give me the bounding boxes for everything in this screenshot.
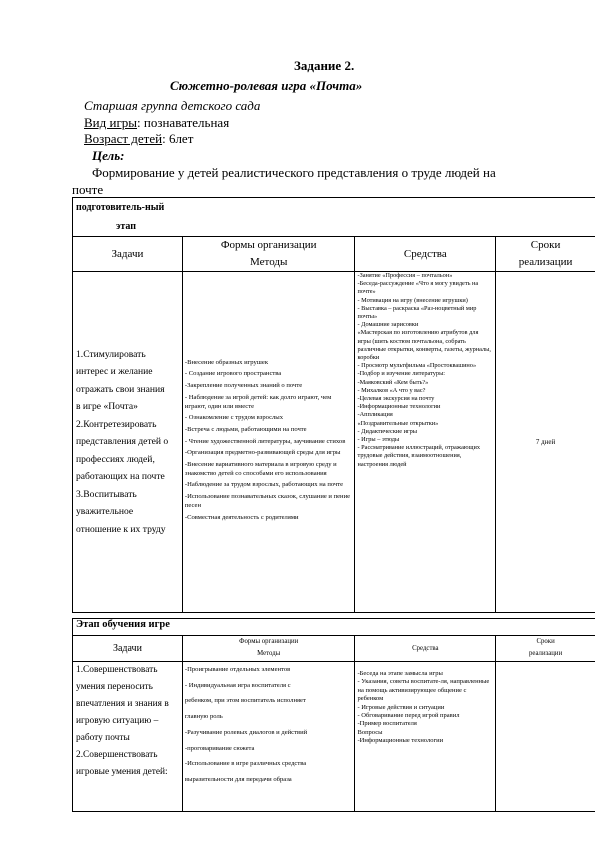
task-title: Задание 2.	[294, 58, 355, 73]
stage1-form-item: -Внесение вариативного материала в игровую среду и знакомство детей со способами его использования	[184, 461, 337, 477]
stage2-table	[72, 618, 595, 812]
stage2-task-line: умения переносить	[76, 682, 153, 692]
group-line: Старшая группа детского сада	[84, 98, 261, 113]
stage1-form-item: - Чтение художественной литературы, заучивание стихов	[184, 437, 346, 445]
stage1-head-tasks: Задачи	[73, 237, 183, 272]
stage2-head-forms: Формы организации Методы	[182, 636, 355, 662]
stage1-title-cell	[73, 198, 595, 237]
stage1-task-line: 1.Стимулировать	[76, 348, 146, 360]
stage2-head-tasks: Задачи	[73, 636, 183, 662]
stage2-form-item: -Проигрывание отдельных элементов	[184, 666, 291, 673]
stage2-forms-cell	[182, 662, 355, 812]
stage1-means-item: -Занятие «Профессия – почтальон»	[357, 272, 453, 279]
stage1-task-line: уважительное	[76, 506, 134, 518]
stage1-means-cell	[355, 272, 496, 613]
stage1-form-item: -Внесение образных игрушек	[184, 358, 269, 366]
stage1-form-item: -Встреча с людьми, работающими на почте	[184, 425, 307, 433]
stage1-form-item: -Наблюдение за трудом взрослых, работающих на почте	[184, 481, 344, 489]
stage2-means-item: -Пример воспитателя	[357, 720, 417, 728]
stage1-means-item: -Маяковский «Кем быть?»	[357, 378, 429, 386]
stage1-forms-cell	[182, 272, 355, 613]
stage1-form-item: - Наблюдение за игрой детей: как долго играют, чем играют, один или вместе	[184, 393, 332, 410]
stage1-task-line: интерес и желание	[76, 366, 153, 378]
stage1-means-item: - Домашние зарисовки	[357, 321, 419, 329]
stage2-means-item: - Указания, советы воспитате-ля, направленные на помощь активизирующее общение с ребенком	[357, 678, 490, 703]
stage2-form-item: -Разучивание ролевых диалогов и действий	[184, 728, 308, 736]
stage2-means-item: -Информационные технологии	[357, 737, 444, 745]
stage2-task-line: впечатления и знания в	[76, 699, 169, 709]
stage1-table	[72, 197, 595, 613]
stage2-title: Этап обучения игре	[76, 619, 170, 630]
stage1-head-means: Средства	[355, 237, 496, 272]
stage1-head-terms: Сроки реализации	[496, 237, 595, 272]
stage1-form-item: - Создание игрового пространства	[184, 370, 282, 378]
stage1-task-line: представления детей о	[76, 436, 169, 448]
game-type-line	[84, 115, 229, 131]
stage1-means-item: - Рассматривание иллюстраций, отражающих трудовые действия, взаимоотношения, настроения людей	[357, 444, 480, 468]
stage1-term: 7 дней	[535, 438, 556, 446]
stage1-means-item: - Михалков «А что у вас?	[357, 386, 426, 394]
stage2-form-item: -проговаривание сюжета	[184, 744, 255, 752]
stage1-means-item: «Мастерская по изготовлению атрибутов для игры (шить костюм почтальона, собрать различные открытки, конверты, газеты, журналы, коробки	[357, 329, 491, 362]
stage2-terms-empty	[496, 662, 595, 812]
stage1-title-line2: этап	[116, 221, 136, 232]
age-line	[84, 131, 193, 147]
stage2-title-cell	[73, 619, 595, 636]
stage2-task-line: игровые умения детей:	[76, 767, 168, 777]
game-type-value: : познавательная	[137, 115, 230, 130]
stage1-form-item: -Совместная деятельность с родителями	[184, 513, 299, 521]
stage1-task-line: в игре «Почта»	[76, 401, 138, 413]
stage1-means-item: -Целевая экскурсия на почту	[357, 395, 435, 403]
stage1-form-item: -Закрепление полученных знаний о почте	[184, 382, 303, 390]
stage2-means-item: - Игровые действия и ситуации	[357, 703, 445, 711]
stage1-task-line: 2.Контретезировать	[76, 418, 157, 430]
stage1-term-cell	[496, 272, 595, 613]
stage1-means-item: - Просмотр мультфильма «Простоквашино»	[357, 362, 477, 370]
stage2-task-line: 2.Совершенствовать	[76, 750, 158, 760]
stage2-means-item: Вопросы	[357, 728, 383, 736]
stage2-form-item: главную роль	[184, 713, 223, 721]
stage2-task-line: игровую ситуацию –	[76, 716, 159, 726]
stage1-title-line1: подготовитель-ный	[76, 202, 165, 213]
stage2-form-item: -Использование в игре различных средства	[184, 760, 307, 768]
stage1-means-item: - Дидактические игры	[357, 427, 417, 435]
stage1-means-item: - Выставка – раскраска «Раз-ноцветный мир почты»	[357, 304, 477, 321]
stage1-means-item: -Информационные технологии	[357, 403, 441, 411]
stage1-task-line: отражать свои знания	[76, 383, 165, 395]
stage2-task-line: работу почты	[76, 733, 130, 743]
stage2-means-item: - Обговаривание перед игрой правил	[357, 712, 460, 720]
stage1-form-item: -Организация предметно-развивающей среды для игры	[184, 449, 341, 457]
stage1-task-line: отношение к их труду	[76, 523, 166, 535]
stage1-means-item: -Беседа-рассуждение «Что я могу увидеть на почте»	[357, 280, 479, 296]
stage2-head-means: Средства	[355, 636, 496, 662]
age-label: Возраст детей	[84, 131, 163, 146]
stage1-task-line: работающих на почте	[76, 471, 165, 483]
goal-text-line1: Формирование у детей реалистического представления о труде людей на	[92, 165, 496, 180]
game-title: Сюжетно-ролевая игра «Почта»	[170, 78, 363, 93]
stage2-means-item: -Беседа на этапе замысла игры	[357, 670, 443, 677]
stage1-form-item: - Ознакомление с трудом взрослых	[184, 414, 284, 422]
stage2-task-line: 1.Совершенствовать	[76, 665, 158, 675]
stage2-tasks-cell	[73, 662, 183, 812]
stage1-head-forms: Формы организации Методы	[182, 237, 355, 272]
stage2-form-item: - Индивидуальная игра воспитателя с	[184, 681, 291, 689]
stage1-form-item: -Использование познавательных сказок, слушание и пение песен	[184, 493, 351, 509]
stage1-tasks-cell	[73, 272, 183, 613]
stage1-means-item: - Игры – этюды	[357, 436, 400, 444]
stage1-task-line: 3.Воспитывать	[76, 488, 137, 500]
goal-text-line2: почте	[72, 182, 104, 197]
game-type-label: Вид игры	[84, 115, 138, 130]
stage2-head-terms: Сроки реализации	[496, 636, 595, 662]
stage1-task-line: профессиях людей,	[76, 453, 155, 465]
goal-label: Цель:	[92, 148, 125, 163]
stage1-means-item: -Подбор и изучение литературы:	[357, 370, 446, 378]
stage2-form-item: выразительности для передачи образа	[184, 775, 292, 783]
age-value: : 6лет	[162, 131, 194, 146]
stage1-means-item: -Аппликация	[357, 411, 393, 419]
stage2-means-cell	[355, 662, 496, 812]
stage2-form-item: ребенком, при этом воспитатель исполняет	[184, 697, 306, 705]
stage1-means-item: «Поздравительные открытки»	[357, 419, 439, 427]
stage1-means-item: - Мотивация на игру (внесение игрушки)	[357, 296, 468, 304]
